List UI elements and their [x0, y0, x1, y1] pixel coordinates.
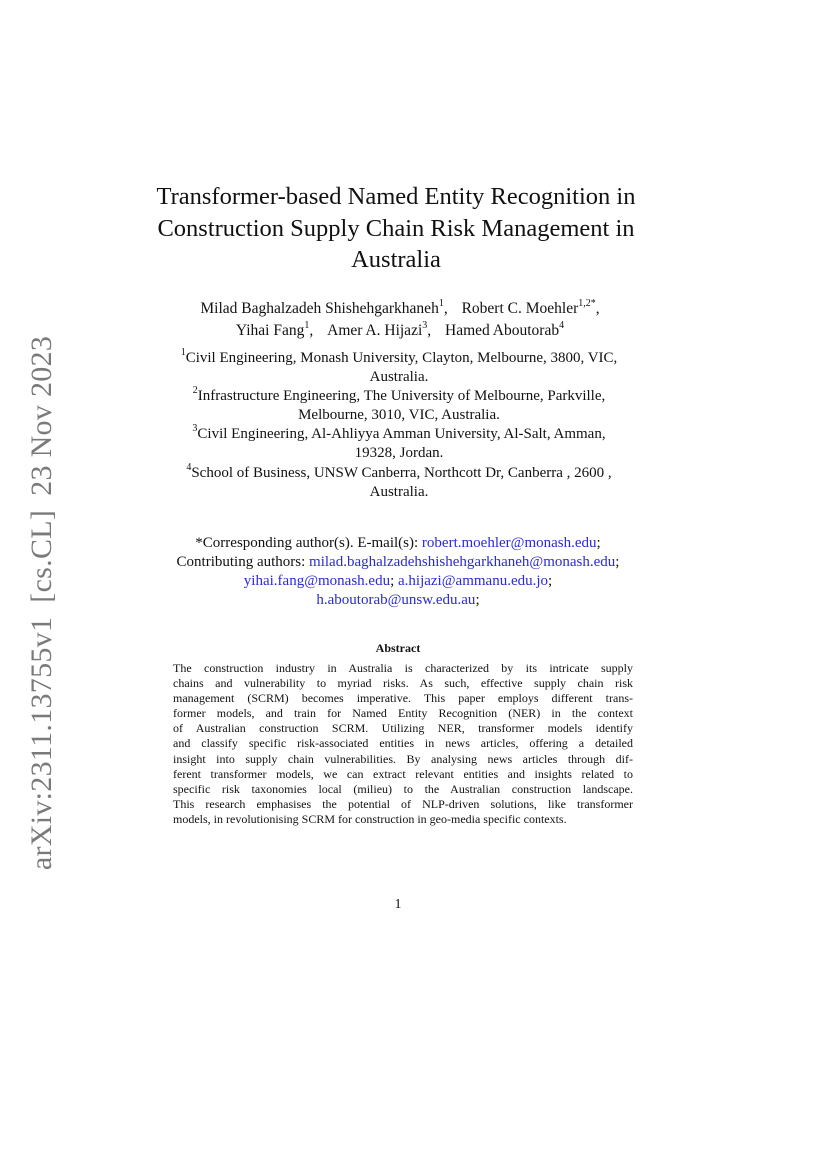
authors-line-2 [100, 319, 700, 340]
abstract-body [173, 661, 633, 827]
abstract-line: former models, and train for Named Entity Recognition (NER) in the context [173, 706, 633, 721]
author-name: Yihai Fang [235, 322, 305, 339]
abstract-heading: Abstract [375, 641, 421, 655]
author-separator: , [595, 300, 600, 317]
corresponding-line [120, 534, 676, 553]
abstract-line: and classify specific risk-associated entities in news articles, offering a detailed [173, 736, 633, 751]
affiliations [150, 349, 648, 502]
arxiv-side-stamp [25, 329, 59, 877]
author-affil-mark: 1,2* [578, 297, 596, 309]
contributing-line [120, 591, 676, 610]
affiliation-text: Civil Engineering, Monash University, Clayton, Melbourne, 3800, VIC, [185, 350, 618, 366]
author-name: Milad Baghalzadeh Shishehgarkhaneh [200, 300, 439, 317]
author-separator: , [427, 322, 432, 339]
contributing-email-link[interactable]: yihai.fang@monash.edu [243, 573, 391, 590]
author-3 [235, 319, 314, 339]
affiliation-text: Australia. [369, 369, 429, 386]
author-separator: , [443, 300, 448, 317]
abstract-line: ferent transformer models, we can extract relevant entities and insights related to [173, 766, 633, 781]
arxiv-category: [cs.CL] [25, 509, 58, 603]
contributing-line [120, 572, 676, 591]
arxiv-id[interactable]: arXiv:2311.13755v1 [25, 616, 58, 871]
author-affil-mark: 3 [422, 319, 428, 331]
affiliation-number: 1 [180, 347, 186, 358]
abstract-line: This research emphasises the potential of NLP-driven solutions, like transformer [173, 796, 633, 811]
authors-line-1 [100, 297, 700, 318]
correspondence [120, 534, 676, 610]
contributing-email-link[interactable]: a.hijazi@ammanu.edu.jo [398, 573, 549, 590]
affiliation-number: 3 [192, 423, 198, 435]
contributing-email-link[interactable]: h.aboutorab@unsw.edu.au [316, 592, 476, 609]
affiliation-text: Infrastructure Engineering, The University of Melbourne, Parkville, [197, 388, 606, 405]
title-line: Construction Supply Chain Risk Management in [157, 214, 635, 242]
affiliation-number: 4 [186, 461, 192, 473]
contributing-email-link[interactable]: milad.baghalzadehshishehgarkhaneh@monash.edu [309, 554, 616, 571]
author-name: Amer A. Hijazi [327, 322, 423, 339]
abstract-line: specific risk taxonomies local (milieu) to the Australian construction landscape. [173, 781, 633, 796]
author-affil-mark: 1 [304, 319, 310, 331]
email-separator: ; [475, 592, 480, 609]
affiliation-text: School of Business, UNSW Canberra, Northcott Dr, Canberra , 2600 , [191, 464, 612, 481]
email-separator: ; [390, 573, 395, 590]
abstract-line: models, in revolutionising SCRM for construction in geo-media specific contexts. [173, 811, 567, 826]
author-affil-mark: 1 [438, 297, 444, 309]
title-line: Australia [351, 246, 441, 273]
author-name: Robert C. Moehler [461, 300, 579, 317]
affiliation-text: Civil Engineering, Al-Ahliyya Amman University, Al-Salt, Amman, [197, 426, 606, 443]
abstract-line: chains and vulnerability to myriad risks. As such, effective supply chain risk [173, 676, 633, 691]
corresponding-email-link[interactable]: robert.moehler@monash.edu [421, 535, 597, 551]
affiliation-number: 2 [192, 385, 198, 397]
author-name: Hamed Aboutorab [445, 322, 560, 339]
arxiv-date: 23 Nov 2023 [25, 335, 58, 496]
contributing-label: Contributing authors: [176, 554, 306, 571]
author-1 [200, 297, 448, 317]
email-separator: ; [548, 573, 553, 590]
affiliation-4 [150, 461, 648, 502]
email-separator: ; [596, 535, 601, 551]
paper-title [110, 181, 682, 276]
affiliation-3 [150, 425, 648, 463]
abstract-line: The construction industry in Australia is characterized by its intricate supply [173, 661, 633, 675]
abstract-line: of Australian construction SCRM. Utilizing NER, transformer models identify [173, 721, 633, 736]
affiliation-text: 19328, Jordan. [354, 445, 444, 462]
author-5 [445, 319, 565, 339]
affiliation-text: Australia. [369, 483, 429, 500]
affiliation-text: Melbourne, 3010, VIC, Australia. [298, 407, 500, 424]
author-4 [327, 319, 432, 339]
author-2 [461, 297, 600, 317]
affiliation-2 [150, 387, 648, 425]
corresponding-label: *Corresponding author(s). E-mail(s): [195, 535, 419, 551]
abstract-line: management (SCRM) becomes imperative. This paper employs different trans- [173, 691, 633, 706]
title-line: Transformer-based Named Entity Recognition in [156, 183, 636, 210]
affiliation-1 [150, 349, 648, 387]
author-separator: , [309, 322, 314, 339]
email-separator: ; [615, 554, 620, 571]
author-affil-mark: 4 [559, 319, 565, 331]
page-number: 1 [394, 897, 402, 912]
abstract-line: insight into supply chain vulnerabilities. By analysing news articles through dif- [173, 751, 633, 766]
contributing-line [120, 553, 676, 572]
